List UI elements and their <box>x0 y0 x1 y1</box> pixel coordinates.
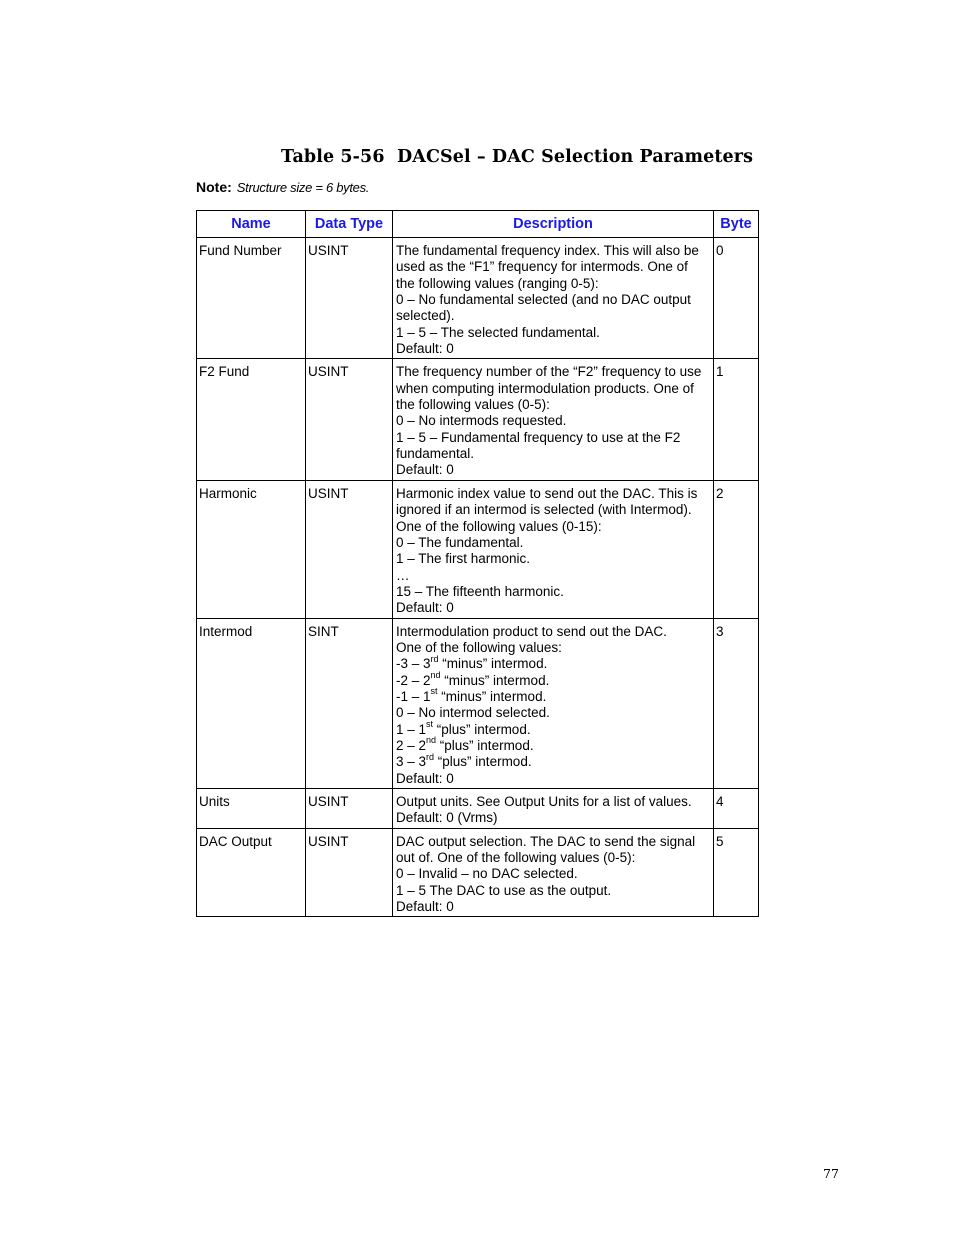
table-row <box>197 618 759 788</box>
description-line <box>396 719 713 738</box>
description-line <box>396 486 713 502</box>
description-line <box>396 308 713 324</box>
page-number: 77 <box>823 1166 839 1181</box>
table-caption <box>281 147 753 167</box>
cell-data-type: USINT <box>306 789 393 829</box>
description-text: Default: 0 <box>396 341 454 357</box>
cell-description <box>393 828 714 917</box>
description-text: 1 – 5 – Fundamental frequency to use at the F2 <box>396 429 681 445</box>
description-text: 1 – 1 <box>396 721 427 737</box>
description-line <box>396 551 713 567</box>
description-line <box>396 535 713 551</box>
description-text: 0 – The fundamental. <box>396 534 524 550</box>
description-text: 0 – No fundamental selected (and no DAC output <box>396 292 691 308</box>
description-text: the following values (ranging 0-5): <box>396 275 599 291</box>
ordinal-suffix: rd <box>426 751 435 762</box>
description-line <box>396 276 713 292</box>
description-text: “minus” intermod. <box>438 656 548 672</box>
description-text: The frequency number of the “F2” frequency to use <box>396 364 702 380</box>
cell-name: Harmonic <box>197 480 306 618</box>
description-text: Harmonic index value to send out the DAC. This is <box>396 485 698 501</box>
description-text: out of. One of the following values (0-5): <box>396 850 636 866</box>
description-line <box>396 705 713 721</box>
description-line <box>396 751 713 770</box>
cell-byte: 2 <box>714 480 759 618</box>
description-line <box>396 670 713 689</box>
description-text: Default: 0 <box>396 600 454 616</box>
description-line <box>396 341 713 357</box>
description-text: 1 – 5 – The selected fundamental. <box>396 324 600 340</box>
cell-name: F2 Fund <box>197 359 306 480</box>
description-text: DAC output selection. The DAC to send the signal <box>396 833 696 849</box>
cell-description <box>393 359 714 480</box>
table-row <box>197 480 759 618</box>
description-line <box>396 794 713 810</box>
description-line <box>396 413 713 429</box>
description-text: Default: 0 <box>396 462 454 478</box>
parameters-table <box>196 210 759 917</box>
description-line <box>396 653 713 672</box>
description-text: 1 – The first harmonic. <box>396 551 531 567</box>
description-text: 0 – Invalid – no DAC selected. <box>396 866 578 882</box>
description-text: 3 – 3 <box>396 754 427 770</box>
description-line <box>396 325 713 341</box>
description-line <box>396 834 713 850</box>
cell-byte: 3 <box>714 618 759 788</box>
description-line <box>396 462 713 478</box>
ordinal-suffix: nd <box>430 670 441 681</box>
cell-data-type: SINT <box>306 618 393 788</box>
description-text: ignored if an intermod is selected (with Intermod). <box>396 502 692 518</box>
note <box>196 179 369 195</box>
description-line <box>396 584 713 600</box>
description-line <box>396 430 713 446</box>
cell-byte: 1 <box>714 359 759 480</box>
ordinal-suffix: st <box>426 719 434 730</box>
cell-name: Intermod <box>197 618 306 788</box>
header-description: Description <box>393 211 714 238</box>
description-line <box>396 899 713 915</box>
description-text: -3 – 3 <box>396 656 431 672</box>
description-text: 0 – No intermods requested. <box>396 413 567 429</box>
cell-description <box>393 238 714 359</box>
description-text: One of the following values: <box>396 639 562 655</box>
description-text: “plus” intermod. <box>434 754 532 770</box>
description-line <box>396 883 713 899</box>
header-byte: Byte <box>714 211 759 238</box>
description-text: the following values (0-5): <box>396 397 550 413</box>
cell-name: Units <box>197 789 306 829</box>
description-line <box>396 640 713 656</box>
description-text: -2 – 2 <box>396 672 431 688</box>
description-line <box>396 624 713 640</box>
description-text: “minus” intermod. <box>440 672 550 688</box>
cell-name: Fund Number <box>197 238 306 359</box>
description-text: “plus” intermod. <box>433 721 531 737</box>
description-text: Intermodulation product to send out the DAC. <box>396 623 667 639</box>
description-line <box>396 686 713 705</box>
cell-data-type: USINT <box>306 359 393 480</box>
cell-byte: 4 <box>714 789 759 829</box>
table-row <box>197 789 759 829</box>
cell-data-type: USINT <box>306 828 393 917</box>
description-line <box>396 519 713 535</box>
description-line <box>396 735 713 754</box>
description-line <box>396 771 713 787</box>
description-text: -1 – 1 <box>396 688 431 704</box>
description-text: The fundamental frequency index. This will also be <box>396 243 699 258</box>
table-row <box>197 238 759 359</box>
table-row <box>197 359 759 480</box>
note-text: Structure size = 6 bytes. <box>236 180 370 195</box>
description-line <box>396 397 713 413</box>
description-text: “minus” intermod. <box>437 688 547 704</box>
cell-description <box>393 480 714 618</box>
description-line <box>396 381 713 397</box>
description-text: One of the following values (0-15): <box>396 518 602 534</box>
description-line <box>396 866 713 882</box>
ordinal-suffix: rd <box>430 653 439 664</box>
header-data-type: Data Type <box>306 211 393 238</box>
description-text: Default: 0 <box>396 899 454 915</box>
ordinal-suffix: st <box>430 686 438 697</box>
description-text: … <box>396 567 410 583</box>
description-text: Default: 0 (Vrms) <box>396 810 498 826</box>
header-name: Name <box>197 211 306 238</box>
description-text: 15 – The fifteenth harmonic. <box>396 583 564 599</box>
ordinal-suffix: nd <box>426 735 437 746</box>
cell-byte: 0 <box>714 238 759 359</box>
table-header-row <box>197 211 759 238</box>
description-line <box>396 850 713 866</box>
description-text: Default: 0 <box>396 770 454 786</box>
cell-description <box>393 789 714 829</box>
description-text: selected). <box>396 308 455 324</box>
cell-data-type: USINT <box>306 480 393 618</box>
description-line <box>396 446 713 462</box>
description-line <box>396 600 713 616</box>
description-line <box>396 810 713 826</box>
description-line <box>396 259 713 275</box>
cell-description <box>393 618 714 788</box>
description-text: when computing intermodulation products. One of <box>396 380 694 396</box>
description-line <box>396 243 713 259</box>
table-number: Table 5-56 <box>281 147 385 167</box>
cell-name: DAC Output <box>197 828 306 917</box>
description-line <box>396 568 713 584</box>
cell-data-type: USINT <box>306 238 393 359</box>
description-text: “plus” intermod. <box>436 737 534 753</box>
description-text: 1 – 5 The DAC to use as the output. <box>396 882 612 898</box>
description-line <box>396 502 713 518</box>
description-text: used as the “F1” frequency for intermods. One of <box>396 259 688 275</box>
description-line <box>396 292 713 308</box>
description-text: Output units. See Output Units for a list of values. <box>396 794 692 809</box>
table-row <box>197 828 759 917</box>
cell-byte: 5 <box>714 828 759 917</box>
table-title: DACSel – DAC Selection Parameters <box>397 147 754 167</box>
description-text: fundamental. <box>396 446 475 462</box>
description-text: 0 – No intermod selected. <box>396 705 550 721</box>
description-line <box>396 364 713 380</box>
description-text: 2 – 2 <box>396 737 427 753</box>
note-label: Note: <box>196 179 232 195</box>
